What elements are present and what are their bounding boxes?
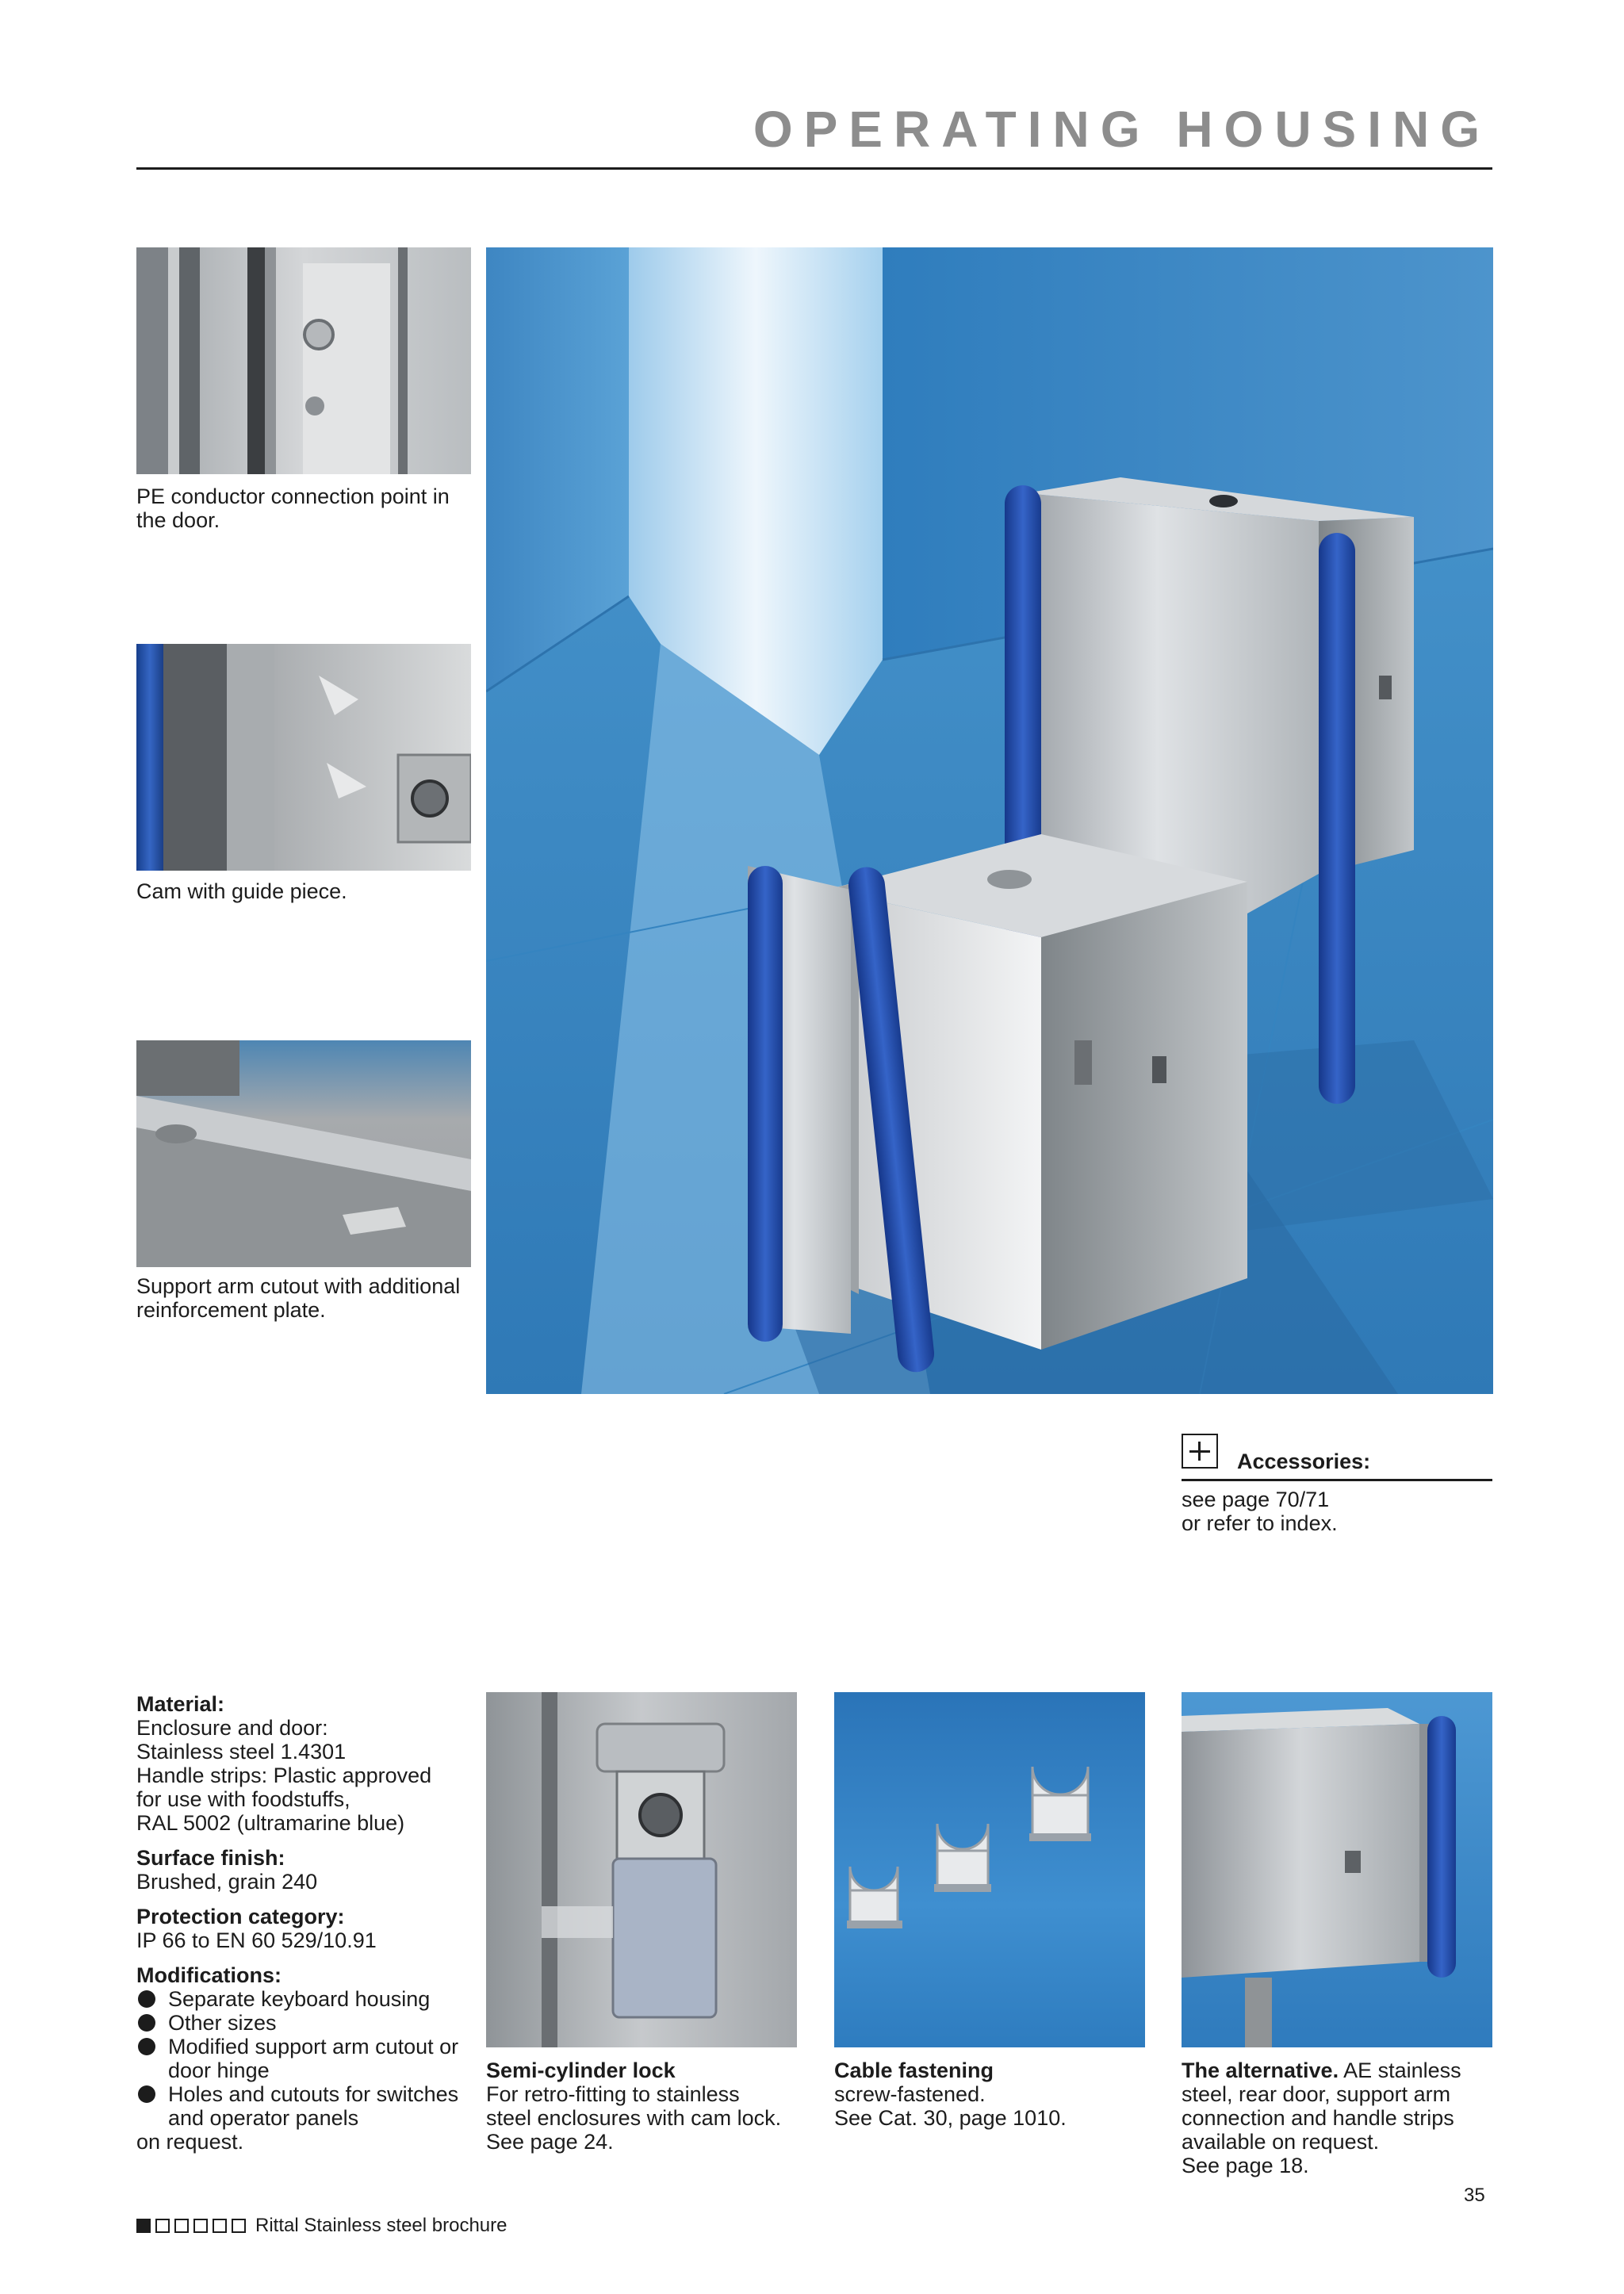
semi-cylinder-lock-caption	[486, 2058, 803, 2154]
material-line: Handle strips: Plastic approved	[136, 1764, 432, 1787]
accessories-divider	[1182, 1479, 1492, 1481]
material-line: Stainless steel 1.4301	[136, 1740, 347, 1764]
support-arm-caption: Support arm cutout with additional reinforcement plate.	[136, 1274, 461, 1322]
list-item	[136, 1987, 477, 2011]
modification-text: Separate keyboard housing	[168, 1987, 431, 2011]
bullet-icon	[138, 1990, 155, 2008]
semi-cylinder-lock-photo	[486, 1692, 797, 2047]
empty-square-icon	[213, 2219, 227, 2233]
alternative-line: available on request.	[1182, 2130, 1380, 2154]
pe-conductor-photo	[136, 247, 471, 474]
semi-cylinder-lock-title: Semi-cylinder lock	[486, 2058, 676, 2082]
alternative-caption	[1182, 2058, 1499, 2177]
cable-fastening-title: Cable fastening	[834, 2058, 994, 2082]
modifications-list	[136, 1987, 477, 2130]
modifications-footer: on request.	[136, 2130, 244, 2154]
cable-fastening-line: screw-fastened.	[834, 2082, 986, 2106]
support-arm-photo	[136, 1040, 471, 1267]
accessories-title: Accessories:	[1237, 1450, 1371, 1473]
page-number: 35	[1464, 2185, 1485, 2206]
bullet-icon	[138, 2085, 155, 2103]
alternative-enclosure-photo	[1182, 1692, 1492, 2047]
protection-value: IP 66 to EN 60 529/10.91	[136, 1928, 377, 1952]
material-line: Enclosure and door:	[136, 1716, 328, 1740]
modification-text: Modified support arm cutout or door hinge	[168, 2035, 459, 2082]
specifications	[136, 1692, 477, 2154]
bullet-icon	[138, 2038, 155, 2055]
material-label: Material:	[136, 1692, 225, 1716]
empty-square-icon	[193, 2219, 208, 2233]
material-line: RAL 5002 (ultramarine blue)	[136, 1811, 405, 1835]
pe-conductor-caption: PE conductor connection point in the door.	[136, 484, 450, 532]
bullet-icon	[138, 2014, 155, 2032]
material-line: for use with foodstuffs,	[136, 1787, 350, 1811]
list-item	[136, 2082, 477, 2130]
empty-square-icon	[155, 2219, 170, 2233]
semi-cylinder-lock-line: See page 24.	[486, 2130, 614, 2154]
protection-label: Protection category:	[136, 1905, 345, 1928]
surface-finish-value: Brushed, grain 240	[136, 1870, 318, 1894]
empty-square-icon	[174, 2219, 189, 2233]
cable-fastening-photo	[834, 1692, 1145, 2047]
empty-square-icon	[232, 2219, 246, 2233]
footer-brand: Rittal Stainless steel brochure	[255, 2215, 508, 2236]
accessories-text	[1182, 1488, 1492, 1535]
semi-cylinder-lock-line: steel enclosures with cam lock.	[486, 2106, 782, 2130]
title-divider	[136, 167, 1492, 170]
footer	[136, 2215, 507, 2237]
accessories-line-1: see page 70/71	[1182, 1488, 1330, 1511]
alternative-title: The alternative.	[1182, 2058, 1339, 2082]
cam-guide-caption: Cam with guide piece.	[136, 879, 347, 903]
surface-finish-label: Surface finish:	[136, 1846, 285, 1870]
cam-guide-photo	[136, 644, 471, 871]
alternative-line: See page 18.	[1182, 2154, 1309, 2177]
semi-cylinder-lock-line: For retro-fitting to stainless	[486, 2082, 740, 2106]
modification-text: Holes and cutouts for switches and operator panels	[168, 2082, 459, 2130]
list-item	[136, 2035, 477, 2082]
accessories-line-2: or refer to index.	[1182, 1511, 1338, 1535]
operating-housing-hero-photo	[486, 247, 1493, 1394]
cable-fastening-line: See Cat. 30, page 1010.	[834, 2106, 1067, 2130]
alternative-line: connection and handle strips	[1182, 2106, 1454, 2130]
filled-square-icon	[136, 2219, 151, 2233]
page-title: OPERATING HOUSING	[753, 101, 1491, 158]
accessories-plus-icon	[1182, 1434, 1218, 1469]
alternative-line: steel, rear door, support arm	[1182, 2082, 1451, 2106]
modifications-label: Modifications:	[136, 1963, 282, 1987]
modification-text: Other sizes	[168, 2011, 277, 2035]
cable-fastening-caption	[834, 2058, 1151, 2130]
alternative-lead: AE stainless	[1343, 2058, 1461, 2082]
list-item	[136, 2011, 477, 2035]
